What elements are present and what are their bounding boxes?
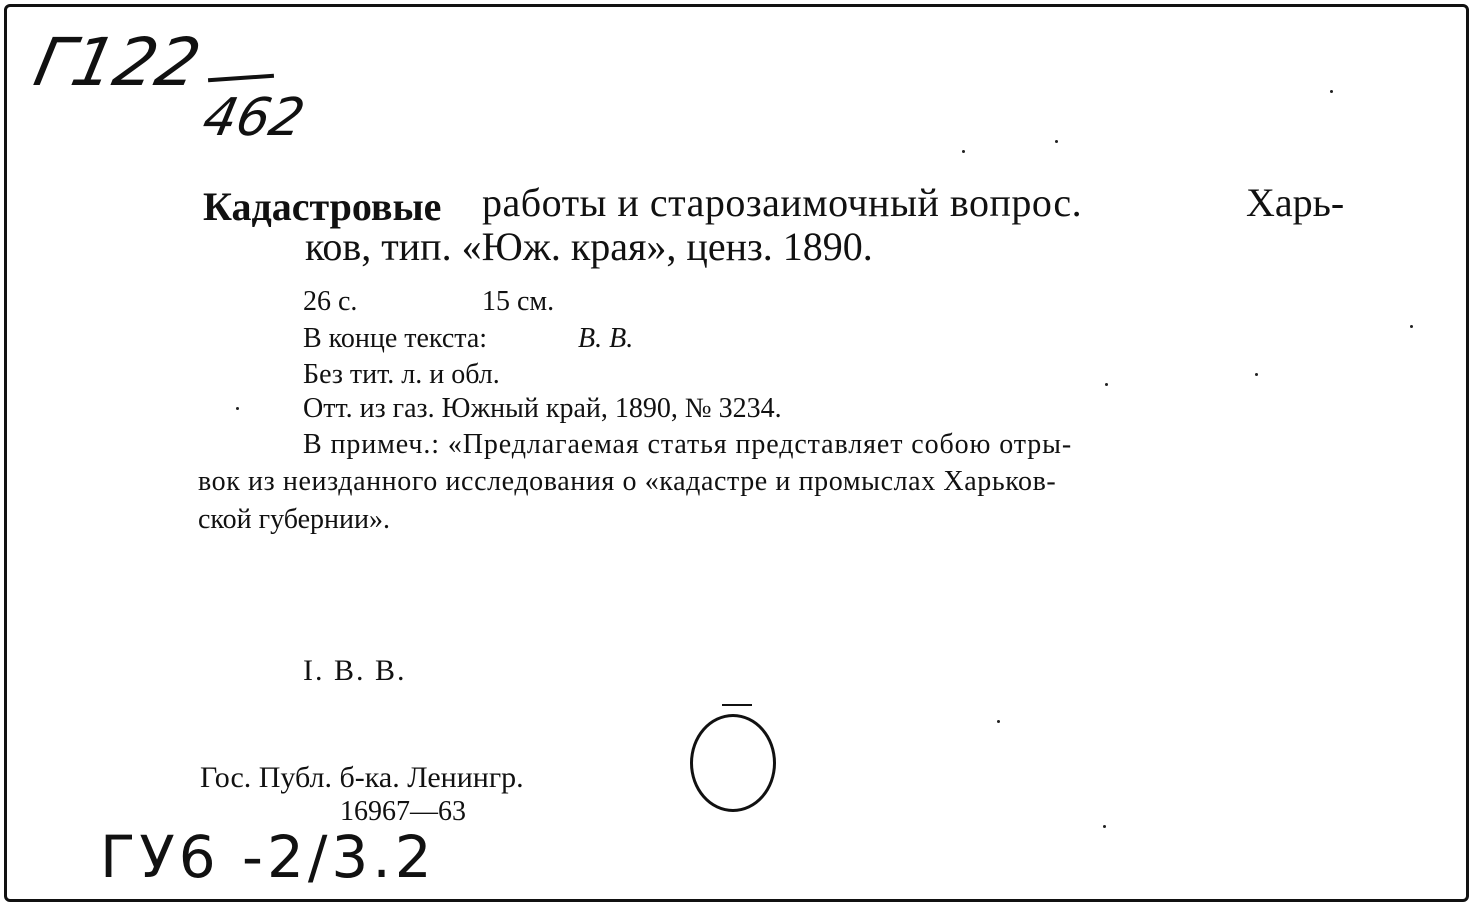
entry-title-rest: работы и старозаимочный вопрос.	[482, 180, 1083, 225]
author-initials: I. B. B.	[303, 654, 407, 687]
shelf-mark: ГУ6 -2/3.2	[100, 823, 436, 891]
speck	[1410, 325, 1413, 328]
speck	[1255, 373, 1258, 376]
speck	[236, 407, 239, 410]
entry-note2: Без тит. л. и обл.	[303, 359, 500, 390]
call-number-main: Г122	[27, 24, 208, 101]
speck	[962, 150, 965, 153]
entry-note4-line3: ской губернии».	[198, 504, 390, 535]
entry-note4-line1: В примеч.: «Предлагаемая статья представляет собою отры-	[303, 429, 1073, 460]
speck	[1055, 140, 1058, 143]
entry-note4-line2: вок из неизданного исследования о «кадастре и промыслах Харьков-	[198, 466, 1057, 497]
stamp-tick	[722, 704, 752, 706]
entry-pages: 26 с.	[303, 286, 358, 317]
stamp-circle	[690, 714, 776, 812]
library-number: 16967—63	[340, 796, 466, 827]
entry-note1-prefix: В конце текста:	[303, 323, 488, 354]
speck	[997, 720, 1000, 723]
entry-note3: Отт. из газ. Южный край, 1890, № 3234.	[303, 393, 782, 424]
speck	[1103, 825, 1106, 828]
entry-place-part1: Харь-	[1246, 180, 1345, 225]
call-number-sub: 462	[197, 88, 310, 148]
entry-note1-initials: В. В.	[578, 323, 634, 354]
library-name: Гос. Публ. б-ка. Ленингр.	[200, 761, 524, 794]
speck	[1105, 383, 1108, 386]
entry-title-bold: Кадастровые	[203, 184, 442, 229]
entry-place-part2: ков, тип. «Юж. края», ценз. 1890.	[305, 224, 873, 269]
entry-size: 15 см.	[482, 286, 555, 317]
speck	[1330, 90, 1333, 93]
